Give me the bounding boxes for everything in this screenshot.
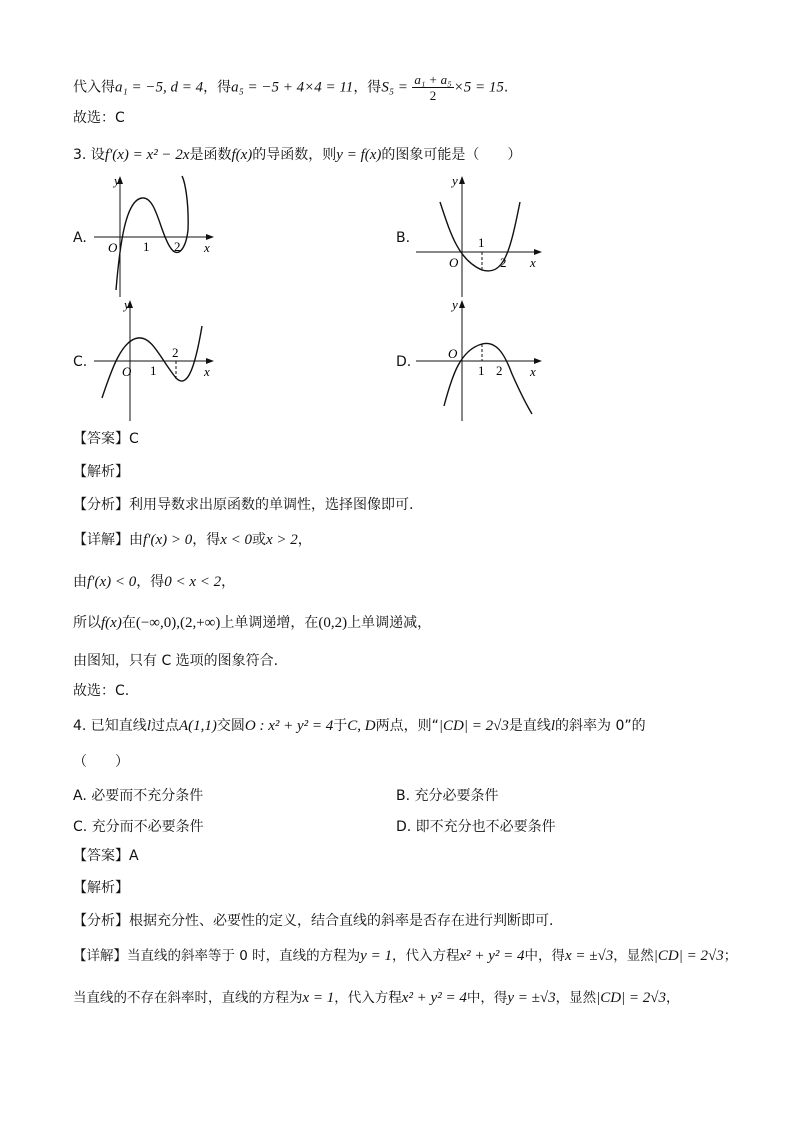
text: ，显然: [555, 990, 597, 1006]
question-4-stem: [73, 716, 646, 736]
text: ，得: [353, 79, 382, 96]
math: |CD| = 2√3: [596, 990, 667, 1006]
tick-2-label: 2: [172, 345, 179, 360]
question-3-stem: [73, 145, 521, 165]
text: 是函数: [189, 147, 232, 163]
axis-y-label: y: [452, 173, 458, 188]
text: 或: [252, 532, 266, 548]
fraction-numerator: a₁ + a₅: [414, 72, 452, 87]
detail-3-line-3: [73, 613, 431, 633]
answer-3: [73, 429, 139, 449]
option-c-label: C.: [73, 354, 88, 370]
text: 【答案】A: [73, 848, 139, 864]
analysis-3-heading: [73, 462, 129, 482]
text: 3. 设: [73, 147, 105, 163]
math-derivative: f′(x) = x² − 2x: [104, 147, 190, 163]
text: 由图知，只有 C 选项的图象符合.: [73, 653, 279, 669]
text: 故选：C.: [73, 683, 130, 699]
math-y-fx: y = f(x): [336, 147, 382, 163]
option-a-label: A.: [73, 230, 87, 246]
math-a5: a₅ = −5 + 4×4 = 11: [231, 79, 354, 96]
axis-y-label: y: [114, 173, 120, 188]
tick-2-label: 2: [496, 363, 503, 378]
text: 所以: [73, 615, 101, 631]
text: ，得: [136, 574, 165, 590]
tick-2-label: 2: [500, 255, 507, 270]
axis-y-label: y: [452, 297, 458, 312]
math: A(1,1): [178, 718, 217, 734]
text: 的图象可能是（ ）: [381, 147, 522, 163]
text: 于: [333, 718, 348, 734]
text: 中，得: [466, 990, 508, 1006]
math-s5-lhs: S₅ =: [381, 79, 408, 96]
tick-2-label: 2: [174, 239, 181, 254]
origin-label: O: [122, 364, 132, 379]
text: 在: [121, 615, 136, 631]
option-d-label: D.: [396, 354, 412, 370]
axis-x-label: x: [530, 255, 536, 270]
text: 的导函数，则: [252, 147, 337, 163]
text: ，: [666, 990, 680, 1006]
graph-option-a: [90, 172, 220, 302]
math: f′(x) < 0: [87, 574, 137, 590]
math: l: [146, 718, 151, 734]
text: ，得: [203, 79, 232, 96]
q4-option-c: C. 充分而不必要条件: [73, 819, 204, 835]
math: f′(x) > 0: [143, 532, 193, 548]
detail-3-line-4: [73, 651, 278, 671]
fenxi-3: [73, 495, 413, 515]
graph-option-d: [412, 296, 547, 426]
origin-label: O: [449, 255, 459, 270]
math: x > 2: [266, 532, 298, 548]
text: ；: [723, 948, 738, 964]
math-a1-d: a₁ = −5, d = 4: [115, 79, 204, 96]
math: y = 1: [360, 948, 392, 964]
text: 由: [73, 574, 87, 590]
text: 过点: [150, 718, 179, 734]
option-b-label: B.: [396, 230, 411, 246]
math: 0 < x < 2: [164, 574, 222, 590]
fraction: [412, 72, 453, 103]
choose-line: [73, 108, 125, 128]
text: 故选：C: [73, 110, 125, 126]
detail-3-line-2: [73, 572, 235, 592]
text: 【分析】根据充分性、必要性的定义，结合直线的斜率是否存在进行判断即可.: [73, 913, 554, 929]
math-fx: f(x): [231, 147, 253, 163]
fraction-denominator: 2: [429, 88, 437, 103]
tick-1-label: 1: [143, 239, 150, 254]
math: x = ±√3: [565, 948, 614, 964]
graph-option-c: [90, 296, 220, 426]
fenxi-4: [73, 911, 553, 931]
text: 【详解】由: [73, 532, 143, 548]
text: 两点，则“: [375, 718, 439, 734]
text: 当直线的不存在斜率时，直线的方程为: [73, 990, 303, 1006]
text: ，代入方程: [391, 948, 460, 964]
text: 【详解】当直线的斜率等于 0 时，直线的方程为: [73, 948, 361, 964]
axis-x-label: x: [530, 364, 536, 379]
text: 4. 已知直线: [73, 718, 147, 734]
text: 的斜率为 0”的: [555, 718, 646, 734]
origin-label: O: [108, 240, 118, 255]
math: l: [550, 718, 556, 734]
text: ，代入方程: [334, 990, 402, 1006]
text: 代入得: [73, 79, 115, 96]
answer-4: [73, 846, 139, 866]
solution-line-substitution: [73, 72, 508, 103]
detail-4-line-2: [73, 988, 680, 1008]
math: x² + y² = 4: [459, 948, 525, 964]
question-4-paren: [73, 752, 129, 772]
text: 【分析】利用导数求出原函数的单调性，选择图像即可.: [73, 497, 414, 513]
math: (−∞,0),(2,+∞): [135, 615, 221, 631]
text: 【解析】: [73, 464, 129, 480]
text: 上单调递减，: [347, 615, 432, 631]
math: |CD| = 2√3: [438, 718, 509, 734]
detail-4-line-1: [73, 946, 737, 966]
text: .: [503, 79, 509, 96]
text: 【答案】C: [73, 431, 139, 447]
analysis-4-heading: [73, 878, 129, 898]
text: （ ）: [73, 754, 129, 770]
math: f(x): [101, 615, 122, 631]
text: 交圆: [216, 718, 245, 734]
text: ，: [297, 532, 312, 548]
q4-option-b: B. 充分必要条件: [396, 788, 499, 804]
math: y = ±√3: [507, 990, 556, 1006]
text: 中，得: [524, 948, 566, 964]
axis-x-label: x: [204, 364, 210, 379]
detail-3-line-1: [73, 530, 312, 550]
q4-option-a: A. 必要而不充分条件: [73, 788, 204, 804]
tick-1-label: 1: [478, 363, 485, 378]
text: 上单调递增，在: [220, 615, 319, 631]
math: x = 1: [302, 990, 335, 1006]
text: 是直线: [508, 718, 551, 734]
graph-option-b: [412, 172, 547, 302]
math: (0,2): [318, 615, 348, 631]
math: C, D: [347, 718, 376, 734]
text: ，显然: [613, 948, 654, 964]
axis-y-label: y: [124, 297, 130, 312]
tick-1-label: 1: [478, 235, 485, 250]
math: x < 0: [220, 532, 252, 548]
text: 【解析】: [73, 880, 129, 896]
detail-3-line-5: [73, 681, 129, 701]
axis-x-label: x: [204, 240, 210, 255]
q4-option-d: D. 即不充分也不必要条件: [396, 819, 556, 835]
text: ，: [221, 574, 236, 590]
math: x² + y² = 4: [401, 990, 467, 1006]
math: |CD| = 2√3: [653, 948, 724, 964]
tick-1-label: 1: [150, 363, 157, 378]
math-s5-rhs: ×5 = 15: [453, 79, 504, 96]
text: ，得: [192, 532, 221, 548]
origin-label: O: [448, 346, 458, 361]
math: O : x² + y² = 4: [244, 718, 334, 734]
